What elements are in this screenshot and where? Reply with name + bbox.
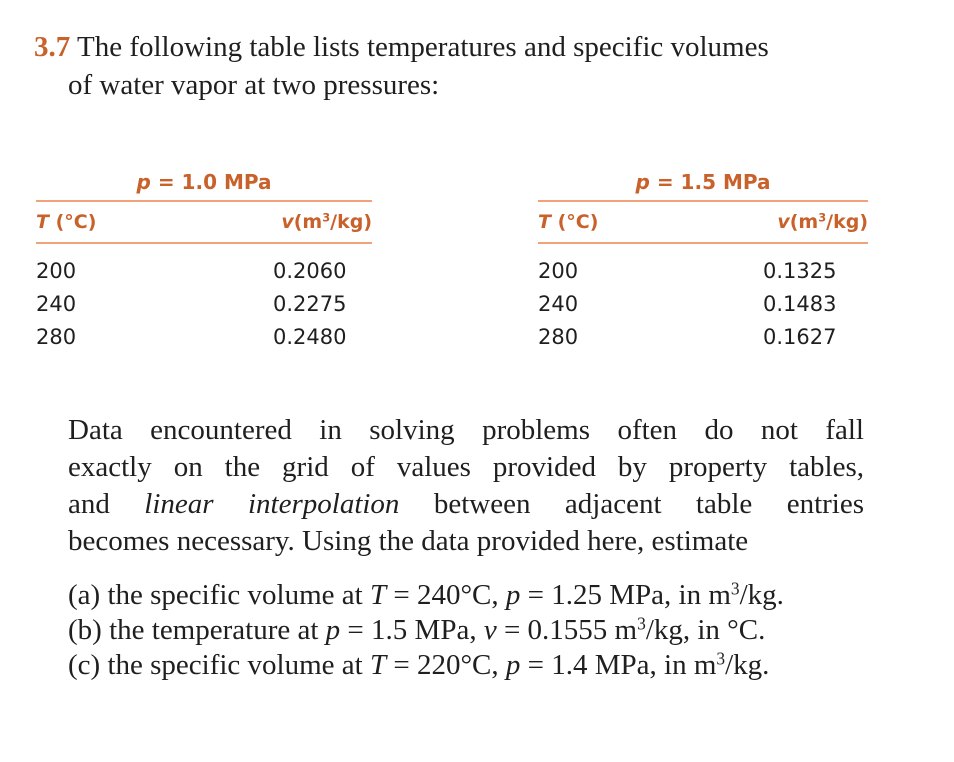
part-c-var1: T <box>369 649 387 681</box>
table-2-body <box>538 255 868 354</box>
table-2-col-volume <box>777 202 868 242</box>
table-1-col-v-var: v <box>281 211 294 233</box>
part-b-var2: v <box>483 614 497 646</box>
paragraph-line-2: exactly on the grid of values provided by property tables, <box>68 451 864 483</box>
paragraph-line-3 <box>68 486 864 523</box>
part-b-text1: the temperature at <box>109 614 319 646</box>
part-a-var1: T <box>369 579 387 611</box>
table-1-col-v-unit-pre: (m <box>293 211 323 233</box>
table-2-col-v-unit-pre: (m <box>789 211 819 233</box>
paragraph-line-4: becomes necessary. Using the data provided here, estimate <box>68 525 749 557</box>
table-cell-temperature: 240 <box>538 292 579 316</box>
paragraph-line-3-post: between adjacent table entries <box>433 488 864 520</box>
table-2-col-t-var: T <box>538 211 551 233</box>
interpolation-paragraph <box>68 412 864 560</box>
part-b-text3: = 0.1555 m <box>503 614 638 646</box>
part-a-label: (a) <box>68 579 101 611</box>
table-cell-volume: 0.2060 <box>273 259 347 283</box>
table-1-header-rule <box>36 242 372 244</box>
part-b-text4: /kg, in °C. <box>645 614 766 646</box>
table-2-header-rule <box>538 242 868 244</box>
table-2-col-temperature <box>538 202 598 242</box>
table-pressure-2 <box>538 168 868 354</box>
paragraph-emphasis: linear interpolation <box>144 488 400 520</box>
table-1-col-temperature <box>36 202 96 242</box>
part-b-sup: 3 <box>637 613 646 634</box>
part-b-var1: p <box>325 614 341 646</box>
table-1-col-volume <box>281 202 372 242</box>
table-cell-temperature: 280 <box>36 325 77 349</box>
part-a-sup: 3 <box>730 578 740 599</box>
part-c-var2: p <box>505 649 521 681</box>
table-row <box>36 255 372 288</box>
table-cell-volume: 0.2275 <box>273 292 347 316</box>
table-row <box>36 288 372 321</box>
table-2-pressure-value: = 1.5 MPa <box>656 170 771 194</box>
table-2-col-v-unit-post: /kg) <box>826 211 868 233</box>
question-parts <box>68 578 888 683</box>
table-row <box>36 321 372 354</box>
table-1-col-v-unit-post: /kg) <box>330 211 372 233</box>
table-1-pressure-header <box>36 168 372 196</box>
table-1-body <box>36 255 372 354</box>
table-row <box>538 288 868 321</box>
part-a-text1: the specific volume at <box>107 579 363 611</box>
problem-statement <box>34 28 914 104</box>
part-c-text3: = 1.4 MPa, in m <box>527 649 717 681</box>
part-c-label: (c) <box>68 649 101 681</box>
part-a-text4: /kg. <box>739 579 784 611</box>
problem-intro-line1: The following table lists temperatures and specific volumes <box>76 31 769 63</box>
table-pressure-1 <box>36 168 372 354</box>
table-cell-volume: 0.1627 <box>763 325 837 349</box>
table-cell-temperature: 200 <box>538 259 579 283</box>
table-2-pressure-var: p <box>635 170 650 194</box>
table-1-col-t-unit: (°C) <box>55 211 97 233</box>
table-2-col-v-var: v <box>777 211 790 233</box>
table-cell-temperature: 280 <box>538 325 579 349</box>
table-1-col-t-var: T <box>36 211 49 233</box>
part-a-text2: = 240°C, <box>393 579 499 611</box>
table-2-col-t-unit: (°C) <box>557 211 599 233</box>
part-a-text3: = 1.25 MPa, in m <box>527 579 731 611</box>
part-b <box>68 613 888 648</box>
paragraph-line-3-pre: and <box>68 488 110 520</box>
part-a-var2: p <box>505 579 521 611</box>
table-2-pressure-header <box>538 168 868 196</box>
table-1-pressure-value: = 1.0 MPa <box>157 170 272 194</box>
paragraph-line-1: Data encountered in solving problems often do not fall <box>68 414 864 446</box>
table-row <box>538 255 868 288</box>
part-b-text2: = 1.5 MPa, <box>347 614 477 646</box>
table-row <box>538 321 868 354</box>
problem-intro-line2: of water vapor at two pressures: <box>68 69 440 101</box>
part-c-text1: the specific volume at <box>107 649 363 681</box>
table-cell-volume: 0.1483 <box>763 292 837 316</box>
table-1-column-headers <box>36 202 372 242</box>
part-b-label: (b) <box>68 614 102 646</box>
table-cell-temperature: 200 <box>36 259 77 283</box>
part-a <box>68 578 888 613</box>
part-c-text4: /kg. <box>725 649 770 681</box>
table-1-col-v-unit-sup: 3 <box>322 210 331 225</box>
table-2-col-v-unit-sup: 3 <box>818 210 827 225</box>
problem-number: 3.7 <box>34 31 71 63</box>
table-cell-volume: 0.1325 <box>763 259 837 283</box>
table-cell-volume: 0.2480 <box>273 325 347 349</box>
part-c-text2: = 220°C, <box>393 649 499 681</box>
table-1-pressure-var: p <box>136 170 151 194</box>
part-c <box>68 648 888 683</box>
table-cell-temperature: 240 <box>36 292 77 316</box>
part-c-sup: 3 <box>716 648 726 669</box>
table-2-column-headers <box>538 202 868 242</box>
